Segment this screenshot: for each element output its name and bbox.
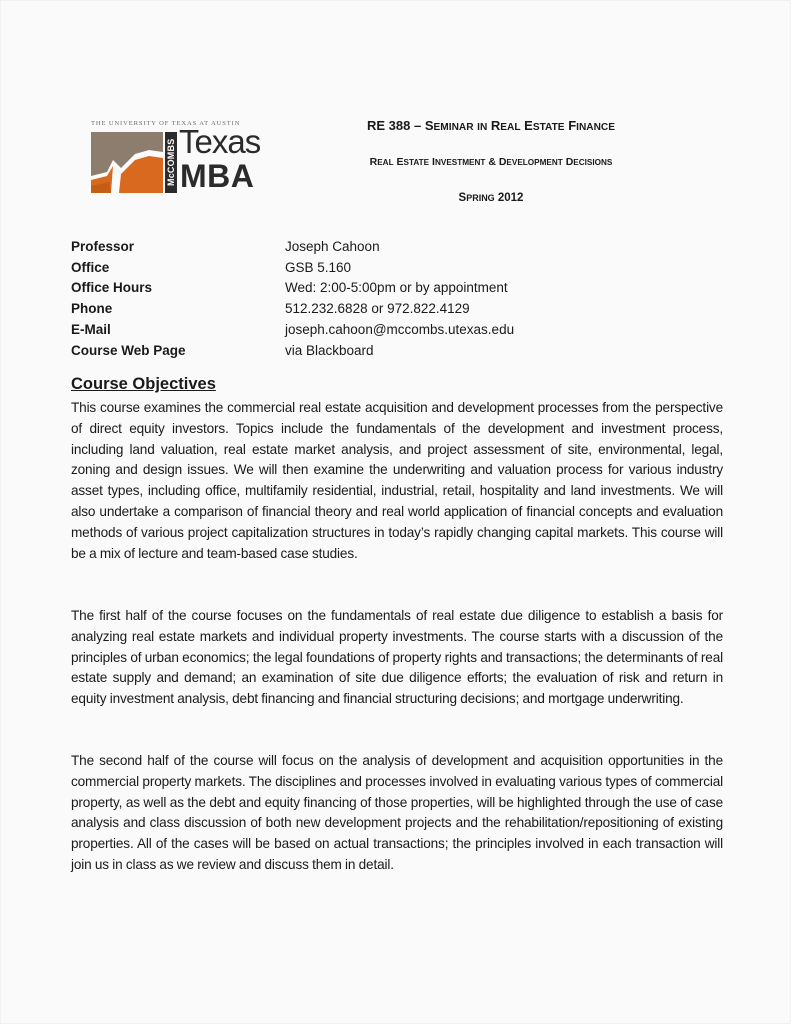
info-row-phone [71, 298, 514, 319]
info-label: Professor [71, 238, 135, 254]
info-value: via Blackboard [285, 342, 374, 358]
term-word: SPRING [458, 192, 495, 204]
info-value: Wed: 2:00-5:00pm or by appointment [285, 280, 508, 296]
info-row-course-web-page [71, 340, 514, 361]
objectives-paragraph-1: This course examines the commercial real estate acquisition and development processes from the perspective of direct equity investors. Topics include the fundamentals of the development and investment process, including land valuation, real estate market analysis, and project assessment of site, environmental, legal, zoning and design issues. We will then examine the underwriting and valuation process for various industry asset types, including office, multifamily residential, industrial, retail, hospitality and land investments. We will also undertake a comparison of financial theory and real world application of financial concepts and evaluation methods of various project capitalization structures in today’s rapidly changing capital markets. This course will be a mix of lecture and team-based case studies. [71, 400, 723, 561]
info-label: Phone [71, 301, 113, 317]
logo-university-line: THE UNIVERSITY OF TEXAS AT AUSTIN [91, 120, 241, 127]
info-row-office-hours [71, 278, 514, 299]
section-heading-course-objectives: Course Objectives [71, 375, 216, 393]
course-subtitle-text: REAL ESTATE INVESTMENT & DEVELOPMENT DECISIONS [369, 156, 613, 168]
info-label: Office Hours [71, 280, 153, 296]
info-value: joseph.cahoon@mccombs.utexas.edu [285, 322, 515, 338]
course-title-text: SEMINAR IN REAL ESTATE FINANCE [424, 118, 615, 133]
course-term [301, 192, 681, 204]
info-row-email [71, 319, 514, 340]
course-code: RE 388 [367, 118, 411, 133]
course-subtitle [301, 156, 681, 168]
logo-mba-word: MBA [180, 158, 255, 194]
logo-texas-word: Texas [179, 123, 261, 160]
info-row-professor [71, 236, 514, 257]
info-value: GSB 5.160 [285, 259, 352, 275]
info-value: Joseph Cahoon [285, 238, 380, 254]
info-label: Office [71, 259, 110, 275]
course-info-table [71, 236, 514, 361]
course-title [301, 118, 681, 133]
title-dash: – [410, 118, 425, 133]
info-label: Course Web Page [71, 342, 186, 358]
info-row-office [71, 257, 514, 278]
logo-mccombs-vertical: McCOMBS [165, 132, 177, 193]
term-year: 2012 [497, 192, 524, 204]
mccombs-texas-mba-logo [89, 118, 279, 198]
logo-mark-icon [91, 132, 163, 193]
info-label: E-Mail [71, 322, 111, 338]
objectives-paragraph-3: The second half of the course will focus on the analysis of development and acquisition opportunities in the commercial property markets. The disciplines and processes involved in evaluating various types of commercial property, as well as the debt and equity financing of those properties, will be highlighted through the use of case analysis and class discussion of both new development projects and the rehabilitation/repositioning of existing properties. All of the cases will be based on actual transactions; the principles involved in each transaction will join us in class as we review and discuss them in detail. [71, 753, 723, 872]
info-value: 512.232.6828 or 972.822.4129 [285, 301, 470, 317]
objectives-paragraph-2: The first half of the course focuses on the fundamentals of real estate due diligence to establish a basis for analyzing real estate markets and individual property investments. The course starts with a discussion of the principles of urban economics; the legal foundations of property rights and transactions; the determinants of real estate supply and demand; an examination of site due diligence efforts; the evaluation of risk and return in equity investment analysis, debt financing and financial structuring decisions; and mortgage underwriting. [71, 608, 723, 707]
